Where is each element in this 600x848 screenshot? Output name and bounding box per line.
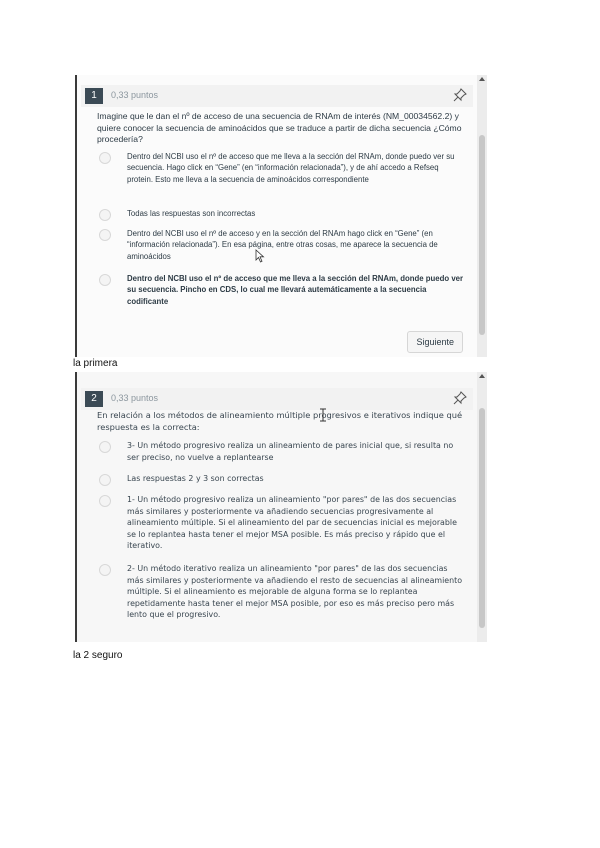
answer-option[interactable]	[99, 208, 465, 222]
question-number: 2	[85, 391, 103, 407]
option-text: Dentro del NCBI uso el nº de acceso que me lleva a la sección del RNAm, donde puedo ver su secuencia. Hago click en “Gene” (en “información relacionada”), y de ahí accedo a Refseq protein. Esto me lleva a la secuencia de aminoácidos correspondiente	[127, 152, 455, 184]
quiz-screenshot-1	[75, 75, 487, 357]
scroll-up-arrow[interactable]	[479, 77, 485, 81]
option-text: Dentro del NCBI uso el nº de acceso que me lleva a la sección del RNAm, donde puedo ver su secuencia. Pincho en CDS, lo cual me llevará autemáticamente a la secuencia codificante	[127, 274, 464, 306]
radio-button[interactable]	[99, 229, 111, 241]
question-points: 0,33 puntos	[111, 90, 159, 100]
question-text: Imagine que le dan el nº de acceso de una secuencia de RNAm de interés (NM_00034562.2) y quiere conocer la secuencia de aminoácidos que se traduce a partir de dicha secuencia ¿Cómo procedería?	[97, 111, 462, 144]
question-header	[81, 85, 473, 107]
page-edge	[75, 372, 77, 642]
answer-option[interactable]	[99, 228, 465, 264]
quiz-screenshot-2	[75, 372, 487, 642]
question-points: 0,33 puntos	[111, 393, 159, 403]
option-text: 2- Un método iterativo realiza un alineamiento "por pares" de las dos secuencias más similares y posteriormente va añadiendo el resto de secuencias al alineamiento múltiple. Si el alineamiento es mejorable de alguna forma se lo replantea repetidamente hasta tener el mejor MSA posible, por eso es más preciso pero más lento que el progresivo.	[127, 564, 463, 620]
scrollbar-thumb[interactable]	[479, 408, 485, 628]
question-number: 1	[85, 88, 103, 104]
answer-option[interactable]	[99, 473, 465, 487]
scrollbar[interactable]	[477, 372, 487, 642]
text-cursor-icon	[319, 408, 327, 422]
mouse-cursor-icon	[255, 249, 265, 263]
radio-button[interactable]	[99, 441, 111, 453]
question-header	[81, 388, 473, 410]
option-text: Todas las respuestas son incorrectas	[127, 209, 256, 218]
radio-button[interactable]	[99, 495, 111, 507]
caption-second: la 2 seguro	[73, 650, 123, 661]
option-text: 3- Un método progresivo realiza un alineamiento de pares inicial que, si resulta no ser preciso, no vuelve a replantearse	[127, 441, 454, 462]
radio-button[interactable]	[99, 474, 111, 486]
radio-button[interactable]	[99, 209, 111, 221]
radio-button[interactable]	[99, 152, 111, 164]
radio-button[interactable]	[99, 274, 111, 286]
answer-option[interactable]	[99, 273, 465, 309]
page-edge	[75, 75, 77, 357]
pin-icon[interactable]	[453, 391, 467, 405]
radio-button[interactable]	[99, 564, 111, 576]
next-button[interactable]: Siguiente	[407, 331, 463, 353]
option-text: Dentro del NCBI uso el nº de acceso y en la sección del RNAm hago click en “Gene” (en “información relacionada”). En esa página, entre otras cosas, me aparece la secuencia de aminoácidos	[127, 229, 438, 261]
caption-first: la primera	[73, 358, 118, 369]
option-text: 1- Un método progresivo realiza un alineamiento "por pares" de las dos secuencias más similares y posteriormente va añadiendo secuencias progresivamente al alineamiento múltiple. Si el alineamiento del par de secuencias inicial es mejorable se lo replantea hasta tener el mejor MSA posible. Es más preciso y rápido que el iterativo.	[127, 495, 457, 551]
scrollbar[interactable]	[477, 75, 487, 357]
answer-option[interactable]	[99, 563, 465, 623]
answer-option[interactable]	[99, 440, 465, 464]
answer-option[interactable]	[99, 494, 465, 554]
pin-icon[interactable]	[453, 88, 467, 102]
option-text: Las respuestas 2 y 3 son correctas	[127, 474, 264, 483]
scroll-up-arrow[interactable]	[479, 374, 485, 378]
scrollbar-thumb[interactable]	[479, 135, 485, 335]
answer-option[interactable]	[99, 151, 465, 199]
question-text: En relación a los métodos de alineamiento múltiple progresivos e iterativos indique qué respuesta es la correcta:	[97, 410, 463, 432]
